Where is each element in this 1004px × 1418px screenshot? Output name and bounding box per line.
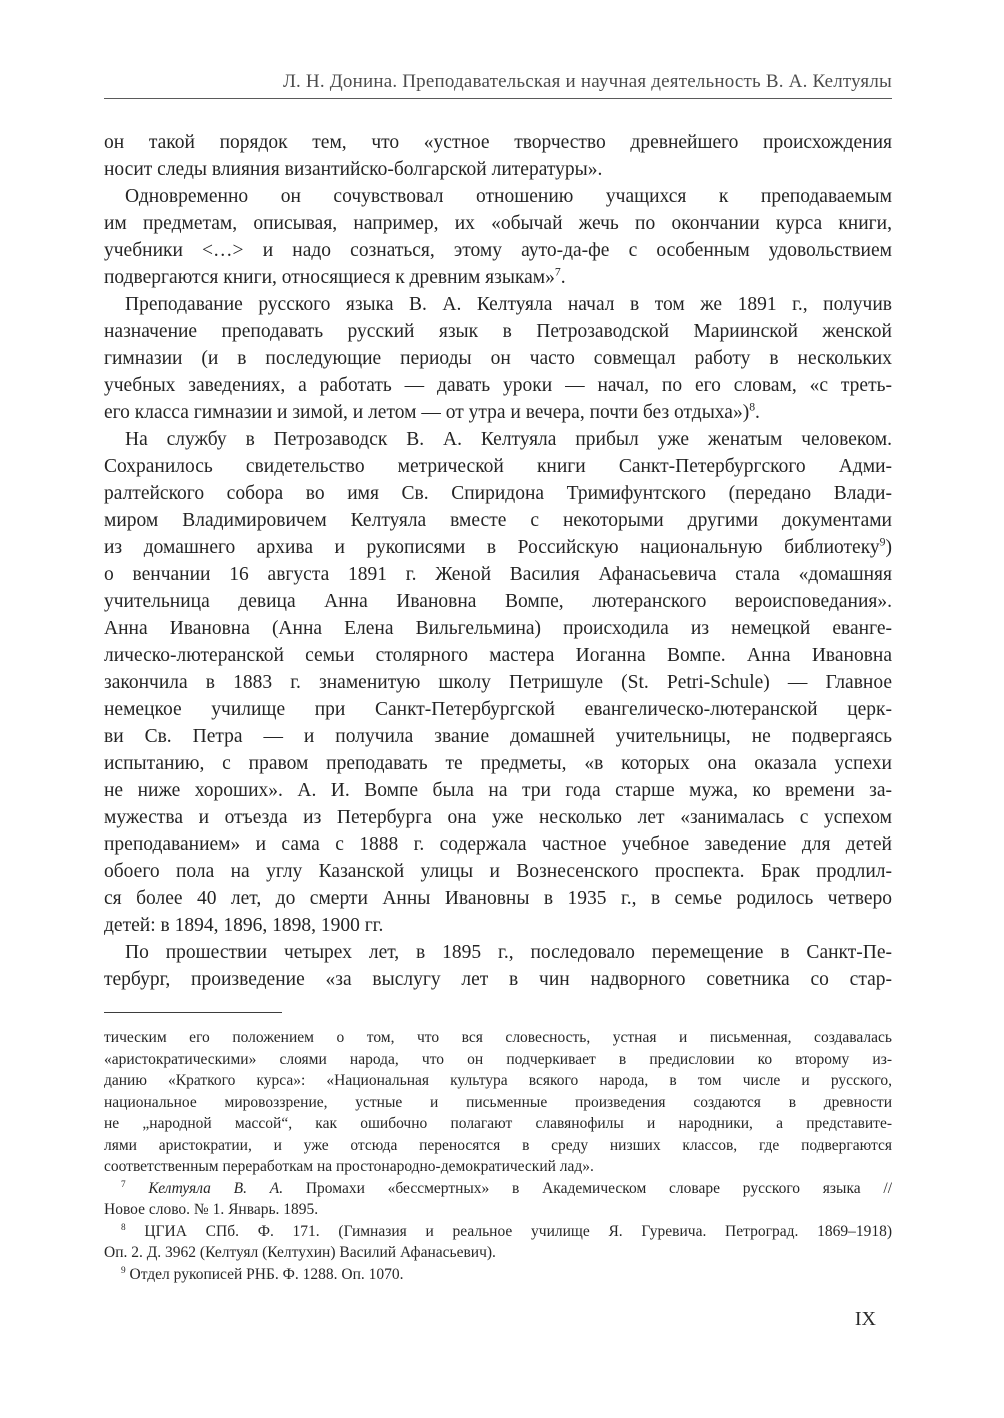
text-segment: учебных заведениях, а работать — давать уроки — начал, по его словам, «с треть-	[104, 375, 892, 396]
body-text-line	[104, 264, 892, 291]
text-segment: обоего пола на углу Казанской улицы и Вознесенского проспекта. Брак продлил-	[104, 861, 892, 882]
text-segment: .	[755, 402, 760, 423]
text-segment: Одновременно он сочувствовал отношению учащихся к преподаваемым	[125, 186, 892, 207]
text-segment: им предметам, описывая, например, их «обычай жечь по окончании курса книги,	[104, 213, 892, 234]
body-text-line	[104, 156, 892, 183]
text-segment: Преподавание русского языка В. А. Келтуяла начал в том же 1891 г., получив	[125, 294, 892, 315]
text-segment: национальное мировоззрение, устные и письменные произведения создаются в древности	[104, 1093, 892, 1111]
text-segment: Промахи «бессмертных» в Академическом словаре русского языка //	[283, 1179, 893, 1197]
footnote-line	[104, 1135, 892, 1157]
text-segment: тербург, произведение «за выслугу лет в чин надворного советника со стар-	[104, 969, 892, 990]
body-text-line	[104, 885, 892, 912]
footnote-line	[104, 1221, 892, 1243]
text-segment: Анна Ивановна (Анна Елена Вильгельмина) происходила из немецкой еванге-	[104, 618, 892, 639]
body-text-line	[104, 129, 892, 156]
footnote-marker: 9	[121, 1265, 126, 1276]
body-text-line	[104, 912, 892, 939]
text-segment: Отдел рукописей РНБ. Ф. 1288. Оп. 1070.	[125, 1265, 404, 1283]
footnote-line	[104, 1199, 892, 1221]
text-segment: учительница девица Анна Ивановна Вомпе, лютеранского вероисповедания».	[104, 591, 892, 612]
text-segment: По прошествии четырех лет, в 1895 г., последовало перемещение в Санкт-Пе-	[125, 942, 892, 963]
body-text-line	[104, 480, 892, 507]
body-text-line	[104, 966, 892, 993]
body-text-line	[104, 615, 892, 642]
body-text-line	[104, 804, 892, 831]
page-content	[104, 72, 892, 1331]
text-segment: мужества и отъезда из Петербурга она уже несколько лет «занималась с успехом	[104, 807, 892, 828]
text-segment: .	[560, 267, 566, 288]
body-text-line	[104, 831, 892, 858]
body-text-line	[104, 561, 892, 588]
body-text-line	[104, 777, 892, 804]
text-segment: о венчании 16 августа 1891 г. Женой Василия Афанасьевича стала «домашняя	[104, 564, 892, 585]
text-segment: он такой порядок тем, что «устное творчество древнейшего происхождения	[104, 132, 892, 153]
body-text-line	[104, 426, 892, 453]
text-segment: лями аристократии, и уже отсюда переносятся в среду низших классов, где подвергаются	[104, 1136, 892, 1154]
footnote-separator-rule	[104, 1012, 282, 1013]
footnote-line	[104, 1070, 892, 1092]
body-text-line	[104, 183, 892, 210]
footnote-line	[104, 1049, 892, 1071]
body-text-line	[104, 318, 892, 345]
text-segment: миром Владимировичем Келтуяла вместе с некоторыми другими документами	[104, 510, 892, 531]
text-segment: ЦГИА СПб. Ф. 171. (Гимназия и реальное училище Я. Гуревича. Петроград. 1869–1918)	[125, 1222, 892, 1240]
text-segment: немецкое училище при Санкт-Петербургской евангелическо-лютеранской церк-	[104, 699, 892, 720]
text-segment: соответственным переработкам на простонародно-демократический лад».	[104, 1158, 594, 1175]
footnote-line	[104, 1178, 892, 1200]
text-segment: учебники <…> и надо сознаться, этому ауто-да-фе с особенным удовольствием	[104, 240, 892, 261]
body-text-line	[104, 858, 892, 885]
body-text-line	[104, 372, 892, 399]
body-text-line	[104, 669, 892, 696]
footnote-marker: 7	[554, 265, 561, 279]
text-segment: закончила в 1883 г. знаменитую школу Петришуле (St. Petri-Schule) — Главное	[104, 672, 892, 693]
footnote-line	[104, 1027, 892, 1049]
text-segment: подвергаются книги, относящиеся к древним языкам»	[104, 267, 555, 288]
text-segment: лическо-лютеранской семьи столярного мастера Иоганна Вомпе. Анна Ивановна	[104, 645, 892, 666]
footnote-marker: 9	[879, 535, 886, 549]
footnote-line	[104, 1264, 892, 1286]
text-segment: Новое слово. № 1. Январь. 1895.	[104, 1201, 319, 1218]
text-segment: данию «Краткого курса»: «Национальная культура всякого народа, в том числе и русского,	[104, 1072, 892, 1089]
text-segment: испытанию, с правом преподавать те предметы, «в которых она оказала успехи	[104, 753, 892, 774]
text-segment: его класса гимназии и зимой, и летом — от утра и вечера, почти без отдыха»)	[104, 402, 750, 423]
text-segment: из домашнего архива и рукописями в Российскую национальную библиотеку	[104, 537, 880, 558]
footnote-marker: 8	[121, 1222, 126, 1233]
body-text-line	[104, 507, 892, 534]
page-number: IX	[854, 1308, 876, 1330]
text-segment: ви Св. Петра — и получила звание домашней учительницы, не подвергаясь	[104, 726, 892, 747]
footnote-line	[104, 1092, 892, 1114]
body-text	[104, 129, 892, 993]
running-header: Л. Н. Донина. Преподавательская и научная деятельность В. А. Келтуялы	[104, 72, 892, 99]
footnote-line	[104, 1156, 892, 1178]
text-segment: не „народной массой“, как ошибочно полагают славянофилы и народники, а представите-	[104, 1115, 892, 1132]
body-text-line	[104, 642, 892, 669]
text-segment: «аристократическими» слоями народа, что он подчеркивает в предисловии ко второму из-	[104, 1050, 892, 1068]
text-segment: не ниже хороших». А. И. Вомпе была на три года старше мужа, ко времени за-	[104, 780, 892, 801]
text-segment: ралтейского собора во имя Св. Спиридона Тримифунтского (передано Влади-	[104, 483, 892, 504]
text-segment: детей: в 1894, 1896, 1898, 1900 гг.	[104, 915, 384, 936]
footnotes-section	[104, 1027, 892, 1285]
italic-text-segment: Келтуяла В. А.	[125, 1179, 284, 1197]
body-text-line	[104, 750, 892, 777]
footnote-marker: 7	[121, 1179, 126, 1190]
body-text-line	[104, 453, 892, 480]
text-segment: носит следы влияния византийско-болгарской литературы».	[104, 159, 603, 180]
body-text-line	[104, 696, 892, 723]
text-segment: ся более 40 лет, до смерти Анны Ивановны в 1935 г., в семье родилось четверо	[104, 888, 892, 909]
text-segment: преподаванием» и сама с 1888 г. содержала частное учебное заведение для детей	[104, 834, 892, 855]
body-text-line	[104, 399, 892, 426]
body-text-line	[104, 723, 892, 750]
text-segment: назначение преподавать русский язык в Петрозаводской Мариинской женской	[104, 321, 892, 342]
text-segment: На службу в Петрозаводск В. А. Келтуяла прибыл уже женатым человеком.	[125, 429, 892, 450]
footnote-marker: 8	[749, 400, 756, 414]
body-text-line	[104, 588, 892, 615]
text-segment: Сохранилось свидетельство метрической книги Санкт-Петербургского Адми-	[104, 456, 892, 477]
body-text-line	[104, 237, 892, 264]
footnote-line	[104, 1242, 892, 1264]
body-text-line	[104, 210, 892, 237]
body-text-line	[104, 534, 892, 561]
footnote-line	[104, 1113, 892, 1135]
body-text-line	[104, 345, 892, 372]
text-segment: Оп. 2. Д. 3962 (Келтуял (Келтухин) Василий Афанасьевич).	[104, 1244, 496, 1261]
body-text-line	[104, 291, 892, 318]
text-segment: тическим его положением о том, что вся словесность, устная и письменная, создавалась	[104, 1029, 892, 1046]
body-text-line	[104, 939, 892, 966]
text-segment: гимназии (и в последующие периоды он часто совмещал работу в нескольких	[104, 348, 892, 369]
text-segment: )	[885, 537, 892, 558]
